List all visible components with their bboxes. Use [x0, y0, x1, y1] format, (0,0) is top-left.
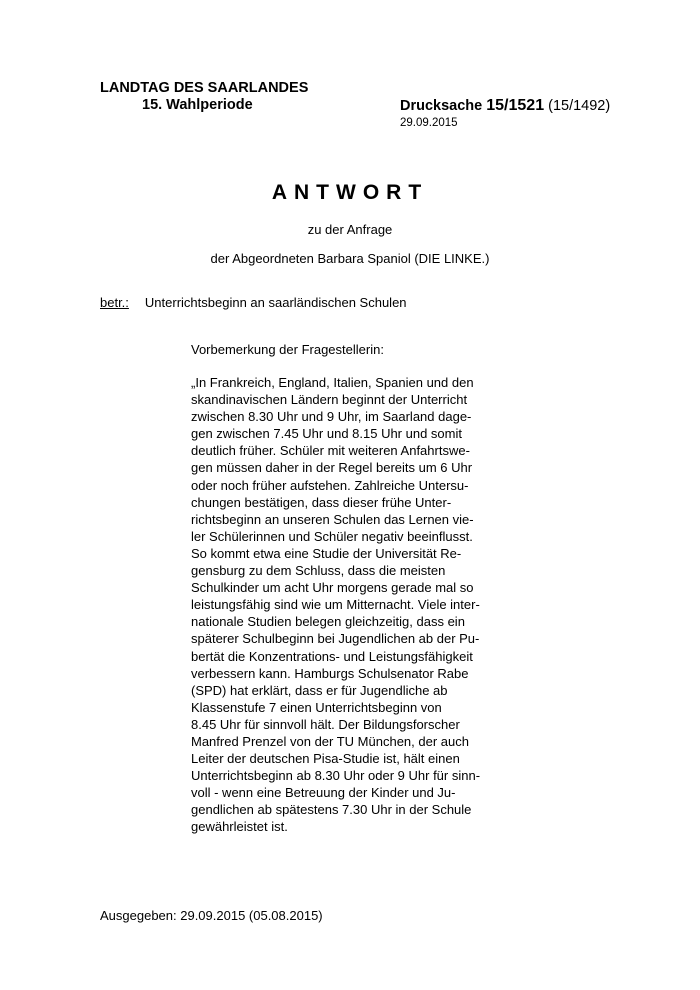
body-line: chungen bestätigen, dass dieser frühe Unter- — [191, 494, 452, 510]
body-line: oder noch früher aufstehen. Zahlreiche Untersu- — [191, 477, 469, 493]
body-line: ler Schülerinnen und Schüler negativ beeinflusst. — [191, 528, 473, 544]
body-line: voll - wenn eine Betreuung der Kinder und Ju- — [191, 785, 456, 801]
subject-text: Unterrichtsbeginn an saarländischen Schulen — [144, 295, 407, 310]
document-label: Drucksache — [400, 98, 483, 114]
body-line: gen zwischen 7.45 Uhr und 8.15 Uhr und somit — [191, 426, 462, 442]
body-line: richtsbeginn an unseren Schulen das Lernen vie- — [191, 511, 474, 527]
body-line: Klassenstufe 7 einen Unterrichtsbeginn von — [191, 699, 442, 715]
subject-line — [100, 295, 407, 310]
body-line: bertät die Konzentrations- und Leistungsfähigkeit — [191, 648, 473, 664]
issued-date: Ausgegeben: 29.09.2015 (05.08.2015) — [100, 908, 323, 923]
body-line: Unterrichtsbeginn ab 8.30 Uhr oder 9 Uhr für sinn- — [191, 768, 481, 784]
parliament-name: LANDTAG DES SAARLANDES — [100, 80, 309, 96]
body-line: Leiter der deutschen Pisa-Studie ist, hält einen — [191, 751, 460, 767]
body-line: „In Frankreich, England, Italien, Spanien und den — [191, 375, 474, 390]
document-reference — [400, 97, 610, 115]
preliminary-remark-text — [191, 374, 484, 836]
previous-document-number: (15/1492) — [548, 98, 611, 114]
page-title: ANTWORT — [271, 181, 429, 204]
body-line: späterer Schulbeginn bei Jugendlichen ab der Pu- — [191, 631, 480, 647]
document-number: 15/1521 — [486, 97, 545, 114]
body-line: Manfred Prenzel von der TU München, der auch — [191, 733, 469, 749]
preliminary-heading: Vorbemerkung der Fragestellerin: — [191, 342, 384, 357]
body-line: So kommt etwa eine Studie der Universität Re- — [191, 545, 462, 561]
body-line: verbessern kann. Hamburgs Schulsenator Rabe — [191, 665, 469, 681]
requester: der Abgeordneten Barbara Spaniol (DIE LINKE.) — [210, 251, 490, 266]
body-line: Schulkinder um acht Uhr morgens gerade mal so — [191, 580, 474, 596]
body-line: gen müssen daher in der Regel bereits um 6 Uhr — [191, 460, 473, 476]
body-line: deutlich früher. Schüler mit weiteren Anfahrtswe- — [191, 443, 470, 459]
body-line: nationale Studien belegen gleichzeitig, dass ein — [191, 614, 465, 630]
body-line: gensburg zu dem Schluss, dass die meisten — [191, 563, 446, 579]
body-line: gendlichen ab spätestens 7.30 Uhr in der Schule — [191, 802, 472, 818]
body-line: (SPD) hat erklärt, dass er für Jugendliche ab — [191, 682, 448, 698]
subject-label: betr.: — [100, 295, 129, 310]
body-line: gewährleistet ist. — [191, 819, 288, 835]
legislative-period: 15. Wahlperiode — [142, 97, 253, 113]
body-line: zwischen 8.30 Uhr und 9 Uhr, im Saarland dage- — [191, 409, 472, 425]
document-date: 29.09.2015 — [400, 117, 458, 129]
subtitle: zu der Anfrage — [307, 222, 393, 237]
body-line: skandinavischen Ländern beginnt der Unterricht — [191, 392, 468, 408]
body-line: leistungsfähig sind wie um Mitternacht. Viele inter- — [191, 597, 480, 613]
body-line: 8.45 Uhr für sinnvoll hält. Der Bildungsforscher — [191, 716, 460, 732]
